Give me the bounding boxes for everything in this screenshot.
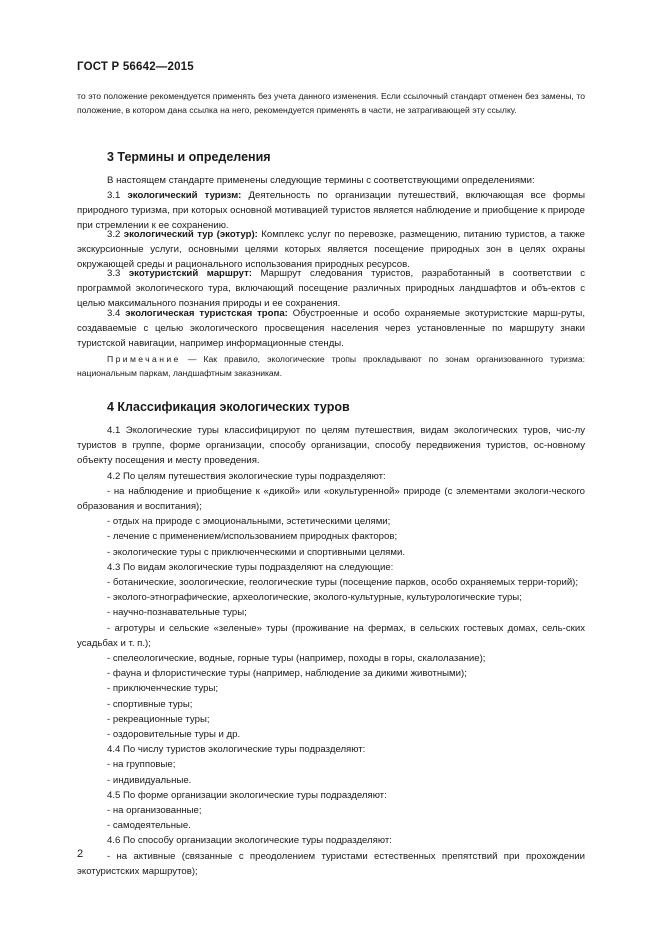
page-number: 2 <box>77 848 84 860</box>
list-item: - на активные (связанные с преодолением туристами естественных препятствий при прохождении экотуристских маршрутов); <box>77 850 585 877</box>
list-item: - фауна и флористические туры (например, наблюдение за дикими животными); <box>107 668 467 680</box>
list-item: - приключенческие туры; <box>107 683 219 695</box>
section-4-body <box>77 423 585 879</box>
term-3-4 <box>77 306 585 352</box>
standard-header: ГОСТ Р 56642—2015 <box>77 61 194 73</box>
list-item: - отдых на природе с эмоциональными, эстетическими целями; <box>107 516 391 528</box>
term-name: экологический туризм: <box>127 190 242 201</box>
section-3-lead: В настоящем стандарте применены следующие термины с соответствующими определениями: <box>107 175 535 186</box>
body-line: 4.4 По числу туристов экологические туры подразделяют: <box>107 744 366 756</box>
term-definition: Деятельность по организации путешествий, включающая все формы природного туризма, при которых основной мотивацией туристов является наблюдение и приобщение к природе при стремлении к ее сохранению. <box>77 190 585 232</box>
term-number: 3.2 <box>107 229 124 240</box>
list-item: - оздоровительные туры и др. <box>107 729 241 741</box>
body-line: 4.3 По видам экологические туры подразделяют на следующие: <box>107 561 394 573</box>
list-item: - рекреационные туры; <box>107 713 210 725</box>
term-name: экотуристский маршрут: <box>128 268 252 279</box>
term-definition: Комплекс услуг по перевозке, размещению, питанию туристов, а также экскурсионные услуги, основными целями которых является посещение природных зон в целях охраны окружающей среды и рационального использования природных ресурсов. <box>77 229 585 271</box>
term-number: 3.1 <box>107 190 128 201</box>
list-item: - спелеологические, водные, горные туры (например, походы в горы, скалолазание); <box>107 653 486 665</box>
term-name: экологическая туристская тропа: <box>125 308 288 319</box>
body-line: 4.5 По форме организации экологические туры подразделяют: <box>107 789 387 801</box>
term-number: 3.4 <box>107 308 126 319</box>
term-name: экологический тур (экотур): <box>123 229 258 240</box>
list-item: - на организованные; <box>107 805 202 817</box>
term-definition: Маршрут следования туристов, разработанный в соответствии с программой экологического тура, включающий посещение различных природных ландшафтов и объ-ектов с целью максимального познания природы и ее сохранения. <box>77 268 585 310</box>
note-label: Примечание <box>107 354 181 364</box>
list-item: - на групповые; <box>107 759 176 771</box>
section-3-title: 3 Термины и определения <box>107 150 271 164</box>
body-line: 4.6 По способу организации экологические туры подразделяют: <box>107 835 392 847</box>
list-item: - экологические туры с приключенческими и спортивными целями. <box>107 546 405 558</box>
note-paragraph <box>77 352 585 380</box>
body-line: 4.2 По целям путешествия экологические туры подразделяют: <box>107 470 386 482</box>
list-item: - на наблюдение и приобщение к «дикой» или «окультуренной» природе (с элементами экологи-ческого образования и воспитания); <box>77 485 585 513</box>
term-definition: Обустроенные и особо охраняемые экотуристские марш-руты, создаваемые с целью экологического просвещения населения через установленные по маршруту знаки туристской навигации, например информационные стенды. <box>77 308 585 350</box>
note-text: — Как правило, экологические тропы прокладывают по зонам организованного туризма: национальным паркам, ландшафтным заказникам. <box>77 354 585 378</box>
list-item: - самодеятельные. <box>107 820 191 832</box>
term-3-3 <box>77 266 585 312</box>
body-line: 4.1 Экологические туры классифицируют по целям путешествия, видам экологических туров, чис-лу туристов в группе, форме организации, способу организации, способу передвижения туристов, ос-новному объекту посещения и месту проведения. <box>77 425 585 467</box>
list-item: - индивидуальные. <box>107 774 192 786</box>
intro-paragraph: то это положение рекомендуется применять без учета данного изменения. Если ссылочный стандарт отменен без замены, то положение, в котором дана ссылка на него, рекомендуется применять в части, не затрагивающей эту ссылку. <box>77 91 585 115</box>
term-number: 3.3 <box>107 268 129 279</box>
list-item: - спортивные туры; <box>107 698 193 710</box>
list-item: - научно-познавательные туры; <box>107 607 247 619</box>
list-item: - агротуры и сельские «зеленые» туры (проживание на фермах, в сельских гостевых домах, сель-ских усадьбах и т. п.); <box>77 622 585 649</box>
section-4-title: 4 Классификация экологических туров <box>107 400 350 414</box>
list-item: - лечение с применением/использованием природных факторов; <box>107 531 398 543</box>
list-item: - эколого-этнографические, археологические, эколого-культурные, культурологические туры; <box>107 592 522 604</box>
list-item: - ботанические, зоологические, геологические туры (посещение парков, особо охраняемых терри-торий); <box>107 577 579 589</box>
